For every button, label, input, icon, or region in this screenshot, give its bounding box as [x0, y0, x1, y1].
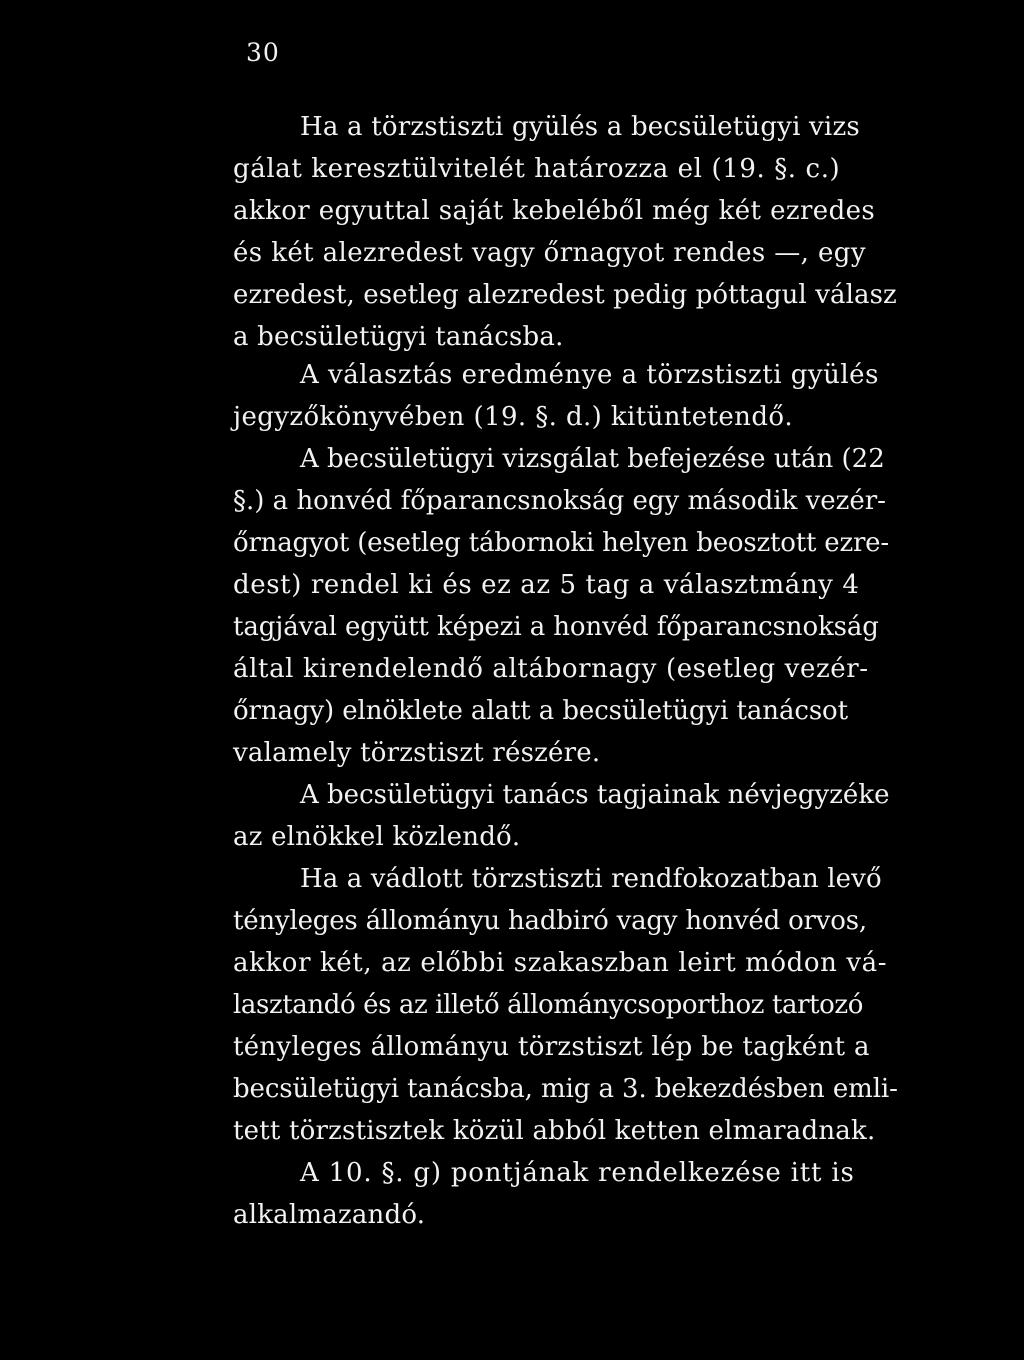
text-line: A becsületügyi tanács tagjainak névjegyzéke [300, 780, 890, 810]
text-line: tett törzstisztek közül abból ketten elmaradnak. [233, 1116, 876, 1146]
text-line: tényleges állományu törzstiszt lép be tagként a [233, 1032, 870, 1062]
page-number: 30 [246, 38, 280, 67]
text-line: őrnagyot (esetleg tábornoki helyen beosztott ezre- [233, 528, 889, 558]
text-line: A becsületügyi vizsgálat befejezése után (22 [300, 444, 885, 474]
text-line: és két alezredest vagy őrnagyot rendes —, egy [233, 238, 866, 268]
text-line: jegyzőkönyvében (19. §. d.) kitüntetendő. [233, 402, 794, 432]
text-line: tagjával együtt képezi a honvéd főparancsnokság [233, 612, 879, 642]
text-line: Ha a törzstiszti gyülés a becsületügyi vizs [300, 112, 860, 142]
text-line: becsületügyi tanácsba, mig a 3. bekezdésben emli- [233, 1074, 898, 1104]
text-line: az elnökkel közlendő. [233, 822, 521, 852]
text-line: gálat keresztülvitelét határozza el (19. §. c.) [233, 154, 841, 184]
text-line: akkor egyuttal saját kebeléből még két ezredes [233, 196, 876, 226]
text-line: valamely törzstiszt részére. [233, 738, 601, 768]
text-line: dest) rendel ki és ez az 5 tag a választmány 4 [233, 570, 860, 600]
text-line: A választás eredménye a törzstiszti gyülés [300, 360, 879, 390]
text-line: A 10. §. g) pontjának rendelkezése itt is [300, 1158, 855, 1188]
text-line: tényleges állományu hadbiró vagy honvéd orvos, [233, 906, 867, 936]
text-line: §.) a honvéd főparancsnokság egy második vezér- [233, 486, 886, 516]
text-line: lasztandó és az illető állománycsoporthoz tartozó [233, 990, 863, 1020]
text-line: alkalmazandó. [233, 1200, 426, 1230]
text-line: által kirendelendő altábornagy (esetleg vezér- [233, 654, 869, 684]
text-line: a becsületügyi tanácsba. [233, 322, 564, 352]
text-line: őrnagy) elnöklete alatt a becsületügyi tanácsot [233, 696, 848, 726]
text-line: ezredest, esetleg alezredest pedig póttagul válasz [233, 280, 897, 310]
text-line: akkor két, az előbbi szakaszban leirt módon vá- [233, 948, 888, 978]
text-line: Ha a vádlott törzstiszti rendfokozatban levő [300, 864, 882, 894]
